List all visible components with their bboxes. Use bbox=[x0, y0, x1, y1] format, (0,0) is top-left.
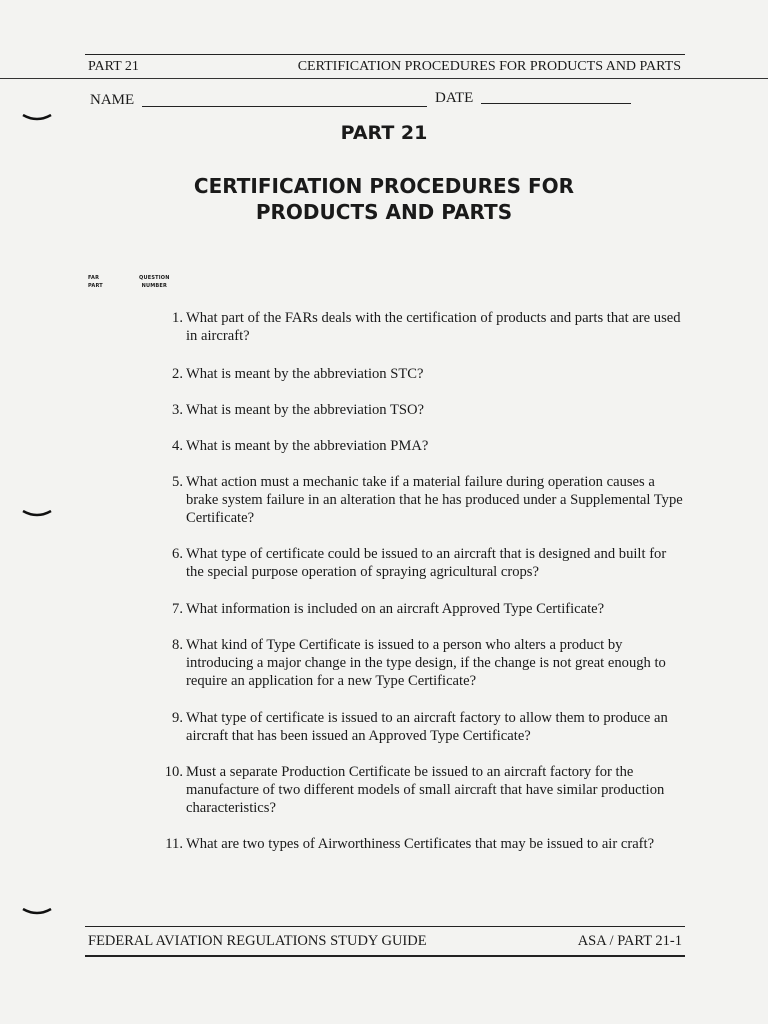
date-field-line[interactable] bbox=[481, 103, 631, 104]
question-text: What is meant by the abbreviation STC? bbox=[186, 366, 424, 382]
question-number: 6. bbox=[172, 546, 183, 562]
question-number: 11. bbox=[165, 836, 183, 852]
page-title bbox=[0, 173, 768, 225]
question-number: 9. bbox=[172, 710, 183, 726]
question-number: 1. bbox=[172, 310, 183, 326]
far-label: FAR bbox=[88, 275, 100, 281]
question-number: 4. bbox=[172, 438, 183, 454]
footer-top-rule bbox=[85, 926, 685, 927]
binder-hole-mark bbox=[22, 510, 52, 518]
header-bottom-rule bbox=[0, 78, 768, 79]
header-top-rule bbox=[85, 54, 685, 55]
question-number: 10. bbox=[164, 764, 183, 780]
question-number: 2. bbox=[172, 366, 183, 382]
question-text: Must a separate Production Certificate be issued to an aircraft factory for the manufacture of two different models of small aircraft that have similar production characteristics? bbox=[186, 764, 665, 816]
far-part-column-label bbox=[88, 274, 103, 290]
number-label: NUMBER bbox=[141, 283, 168, 289]
question-text: What type of certificate is issued to an aircraft factory to allow them to produce an aircraft that has been issued an Approved Type Certificate? bbox=[186, 710, 668, 744]
question-text: What is meant by the abbreviation PMA? bbox=[186, 438, 429, 454]
question-text: What are two types of Airworthiness Certificates that may be issued to air craft? bbox=[186, 836, 655, 852]
question-number: 8. bbox=[172, 637, 183, 653]
page-title-part: PART 21 bbox=[340, 122, 428, 144]
question-text: What part of the FARs deals with the certification of products and parts that are used in aircraft? bbox=[186, 310, 681, 344]
name-label: NAME bbox=[90, 92, 135, 108]
footer-bottom-rule bbox=[85, 955, 685, 957]
header-part-label: PART 21 bbox=[88, 59, 139, 74]
question-text: What is meant by the abbreviation TSO? bbox=[186, 402, 425, 418]
page-title-line1: CERTIFICATION PROCEDURES FOR bbox=[193, 174, 575, 198]
question-number-column-label bbox=[139, 274, 170, 290]
binder-hole-mark bbox=[22, 908, 52, 916]
question-text: What action must a mechanic take if a material failure during operation causes a brake system failure in an alteration that he has produced under a Supplemental Type Certificate? bbox=[186, 474, 683, 526]
part-label: PART bbox=[88, 283, 103, 289]
date-label: DATE bbox=[435, 90, 474, 106]
page-title-line2: PRODUCTS AND PARTS bbox=[255, 200, 513, 224]
question-number: 7. bbox=[172, 601, 183, 617]
question-number: 3. bbox=[172, 402, 183, 418]
header-running-title: CERTIFICATION PROCEDURES FOR PRODUCTS AND PARTS bbox=[297, 59, 681, 74]
binder-hole-mark bbox=[22, 114, 52, 122]
name-field-line[interactable] bbox=[142, 106, 427, 107]
question-label: QUESTION bbox=[139, 275, 170, 281]
question-number: 5. bbox=[172, 474, 183, 490]
question-text: What type of certificate could be issued to an aircraft that is designed and built for the special purpose operation of spraying agricultural crops? bbox=[186, 546, 667, 580]
footer-page-number: ASA / PART 21-1 bbox=[577, 933, 682, 949]
footer-guide-title: FEDERAL AVIATION REGULATIONS STUDY GUIDE bbox=[88, 933, 427, 949]
question-text: What information is included on an aircraft Approved Type Certificate? bbox=[186, 601, 605, 617]
question-text: What kind of Type Certificate is issued to a person who alters a product by introducing a major change in the type design, if the change is not great enough to require an application for a new Type Certificate? bbox=[186, 637, 666, 689]
